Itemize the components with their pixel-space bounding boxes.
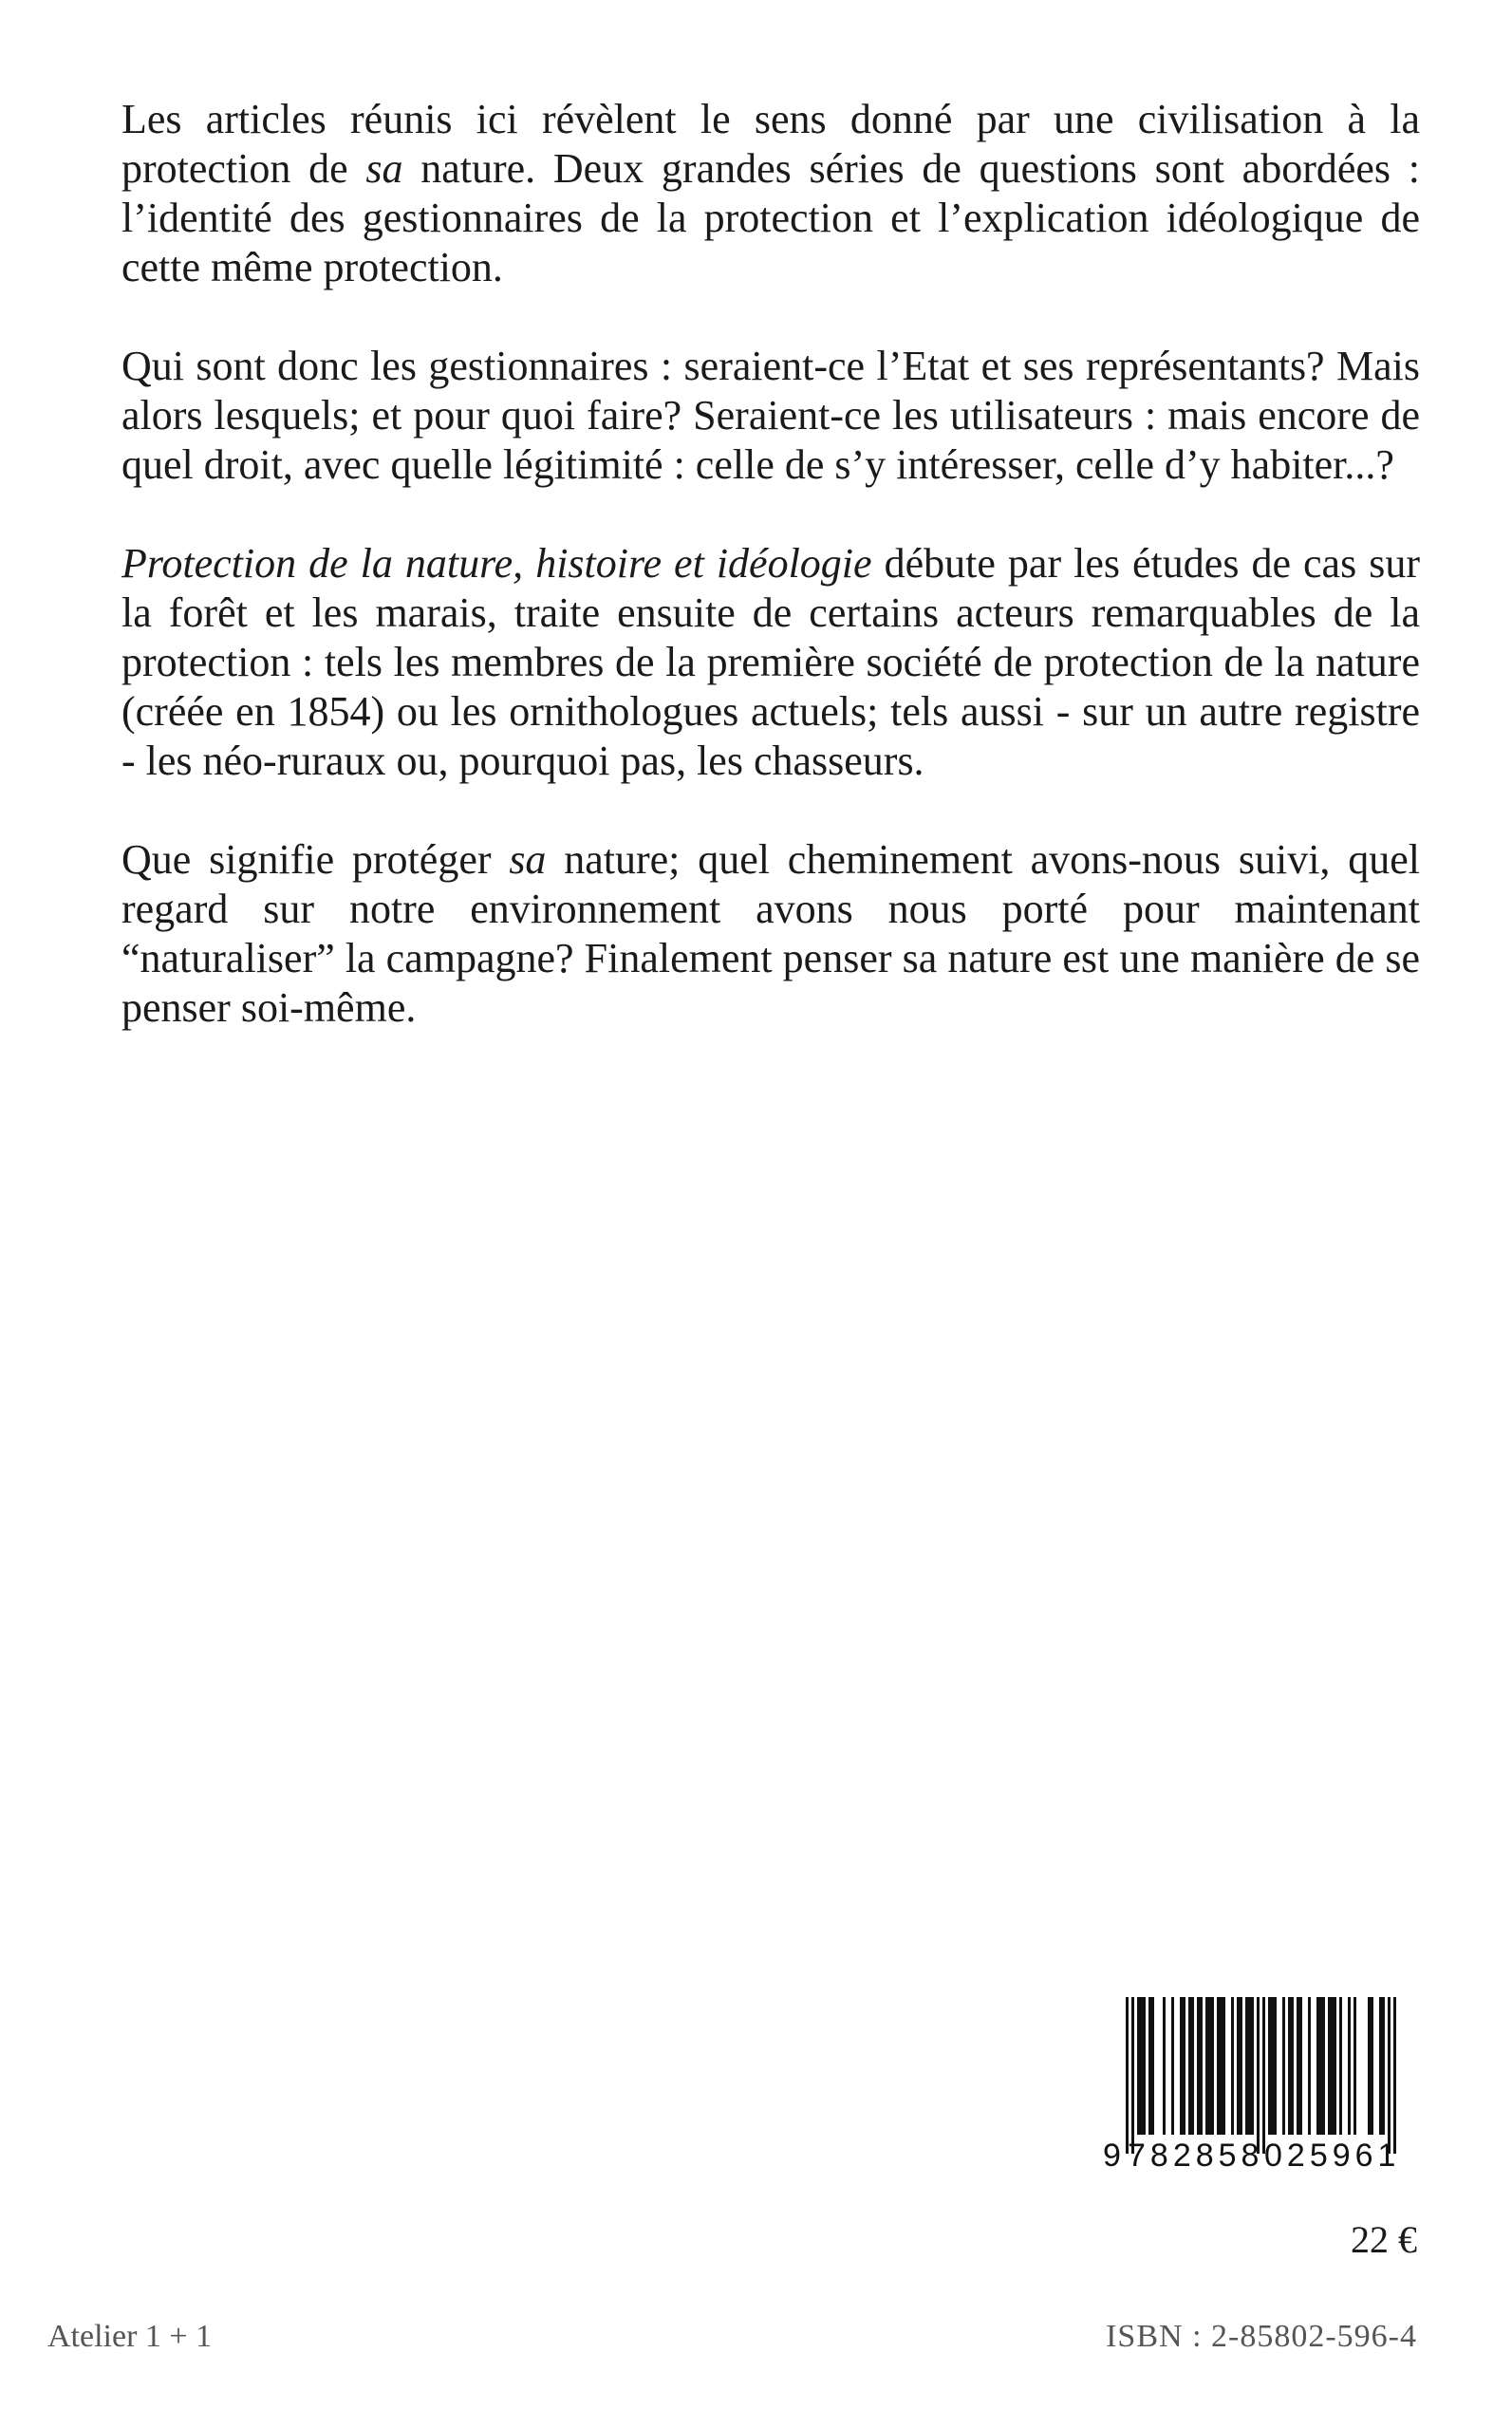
- blurb-p4-text-b: nature; quel cheminement avons-nous suivi, quel regard sur notre environnement avons nous porté pour maintenant “naturaliser” la campagne? Finalement penser sa nature est une manière de se penser soi-même.: [121, 836, 1420, 1031]
- barcode-bar: [1319, 1997, 1322, 2135]
- blurb-paragraph-3: [121, 539, 1420, 786]
- blurb-p1-text-a: Les articles réunis ici révèlent le sens donné par une civilisation à la protection de: [121, 96, 1420, 192]
- barcode-bar: [1191, 1997, 1194, 2135]
- barcode-bar: [1217, 1997, 1220, 2135]
- back-cover-blurb: [121, 95, 1420, 1082]
- barcode-bar: [1208, 1997, 1211, 2135]
- barcode-bar: [1223, 1997, 1225, 2135]
- barcode-bar: [1274, 1997, 1277, 2135]
- barcode-digits-left: 782858: [1128, 2138, 1264, 2174]
- barcode-bar: [1188, 1997, 1191, 2135]
- barcode-bar: [1205, 1997, 1208, 2135]
- barcode-bar: [1331, 1997, 1334, 2135]
- barcode-bar: [1163, 1997, 1166, 2135]
- blurb-paragraph-4: [121, 835, 1420, 1033]
- blurb-p4-emphasis: sa: [509, 836, 547, 883]
- barcode-bar: [1348, 1997, 1351, 2135]
- barcode-bar: [1251, 1997, 1254, 2135]
- barcode-first-digit: 9: [1103, 2138, 1121, 2174]
- barcode-bar: [1200, 1997, 1203, 2135]
- barcode-bar: [1322, 1997, 1325, 2135]
- blurb-p4-text-a: Que signifie protéger: [121, 836, 510, 883]
- barcode-bar: [1220, 1997, 1223, 2135]
- barcode-bar: [1291, 1997, 1294, 2135]
- isbn-number: ISBN : 2-85802-596-4: [1106, 2319, 1417, 2354]
- barcode-bar: [1371, 1997, 1373, 2135]
- ean-barcode: [1105, 1995, 1418, 2180]
- barcode-bar: [1237, 1997, 1240, 2135]
- barcode-bar: [1257, 1997, 1260, 2154]
- barcode-bar: [1334, 1997, 1336, 2135]
- barcode-bar: [1171, 1997, 1174, 2135]
- barcode-bar: [1339, 1997, 1342, 2135]
- barcode-bar: [1393, 1997, 1396, 2154]
- barcode-bar: [1151, 1997, 1154, 2135]
- blurb-p3-text: débute par les études de cas sur la forêt et les marais, traite ensuite de certains acteurs remarquables de la protection : tels les membres de la première société de protection de la nature (créée en 1854) ou les ornithologues actuels; tels aussi - sur un autre registre - les néo-ruraux ou, pourquoi pas, les chasseurs.: [121, 540, 1421, 784]
- barcode-bar: [1299, 1997, 1302, 2135]
- barcode-bar: [1388, 1997, 1391, 2154]
- barcode-bar: [1297, 1997, 1299, 2135]
- barcode-bar: [1180, 1997, 1183, 2135]
- barcode-bar: [1382, 1997, 1385, 2135]
- book-title-emphasis: Protection de la nature, histoire et idéologie: [121, 540, 872, 587]
- barcode-bar: [1328, 1997, 1331, 2135]
- barcode-bar: [1231, 1997, 1234, 2135]
- blurb-paragraph-2: Qui sont donc les gestionnaires : seraient-ce l’Etat et ses représentants? Mais alors lesquels; et pour quoi faire? Seraient-ce les utilisateurs : mais encore de quel droit, avec quelle légitimité : celle de s’y intéresser, celle d’y habiter...?: [121, 343, 1420, 488]
- barcode-bar: [1183, 1997, 1185, 2135]
- barcode-digits-right: 025961: [1264, 2138, 1401, 2174]
- barcode-bar: [1268, 1997, 1271, 2135]
- barcode-bar: [1262, 1997, 1265, 2154]
- barcode-bar: [1379, 1997, 1382, 2135]
- publisher-name: Atelier 1 + 1: [47, 2319, 213, 2354]
- blurb-p1-text-b: nature. Deux grandes séries de questions sont abordées : l’identité des gestionnaires de la protection et l’explication idéologique de cette même protection.: [121, 145, 1420, 290]
- barcode-bar: [1197, 1997, 1200, 2135]
- barcode-bar: [1148, 1997, 1151, 2135]
- barcode-bar: [1137, 1997, 1140, 2135]
- barcode-bar: [1282, 1997, 1285, 2135]
- barcode-bar: [1126, 1997, 1129, 2154]
- barcode-bar: [1271, 1997, 1274, 2135]
- barcode-bar: [1131, 1997, 1134, 2154]
- barcode-bar: [1368, 1997, 1371, 2135]
- barcode-bar: [1288, 1997, 1291, 2135]
- barcode-bar: [1353, 1997, 1356, 2135]
- barcode-bar: [1248, 1997, 1251, 2135]
- barcode-bar: [1140, 1997, 1143, 2135]
- blurb-paragraph-1: [121, 95, 1420, 292]
- barcode-bar: [1245, 1997, 1248, 2135]
- barcode-bar: [1143, 1997, 1146, 2135]
- barcode-bar: [1211, 1997, 1214, 2135]
- barcode-bar: [1308, 1997, 1311, 2135]
- barcode-bar: [1316, 1997, 1319, 2135]
- barcode-bar: [1240, 1997, 1242, 2135]
- price-label: 22 €: [1351, 2218, 1417, 2261]
- blurb-p1-emphasis: sa: [365, 145, 403, 192]
